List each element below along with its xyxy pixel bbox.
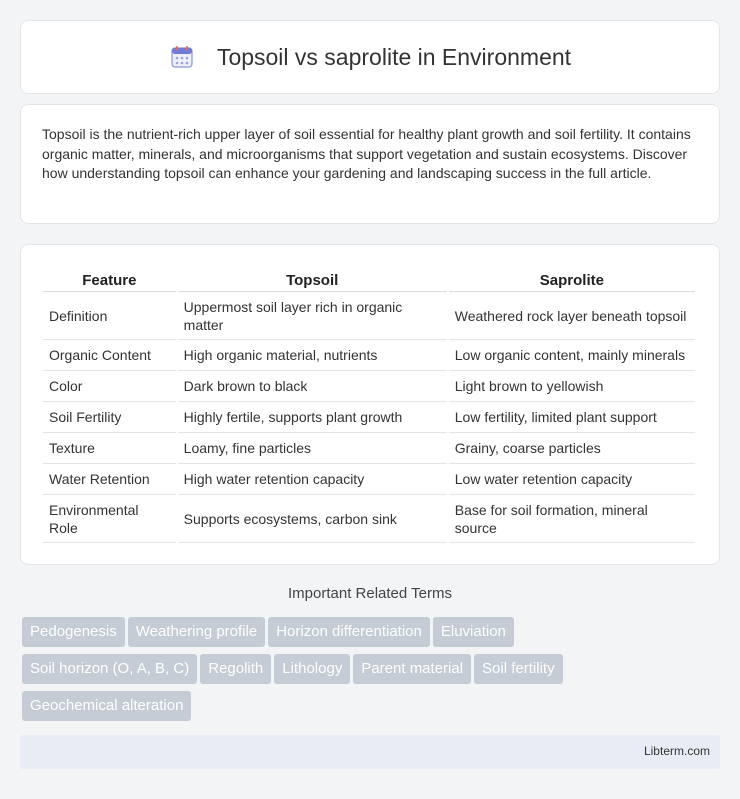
table-row — [43, 495, 695, 543]
intro-text: Topsoil is the nutrient-rich upper layer of soil essential for healthy plant growth and soil fertility. It contains organic matter, minerals, and microorganisms that support vegetation and sustain ecosystems. Discover how understanding topsoil can enhance your gardening and landscaping success in the full article. — [42, 126, 691, 181]
intro-card — [20, 104, 720, 224]
saprolite-cell: Low organic content, mainly minerals — [449, 340, 695, 371]
tag-horizon-differentiation[interactable]: Horizon differentiation — [268, 617, 430, 647]
topsoil-cell: High water retention capacity — [178, 464, 447, 495]
header-topsoil: Topsoil — [178, 265, 447, 292]
topsoil-cell: Highly fertile, supports plant growth — [178, 402, 447, 433]
saprolite-cell: Light brown to yellowish — [449, 371, 695, 402]
comparison-card — [20, 244, 720, 565]
tag-lithology[interactable]: Lithology — [274, 654, 350, 684]
footer-brand[interactable]: Libterm.com — [643, 744, 710, 758]
topsoil-cell: Dark brown to black — [178, 371, 447, 402]
tag-geochemical-alteration[interactable]: Geochemical alteration — [22, 691, 191, 721]
feature-cell: Soil Fertility — [43, 402, 176, 433]
saprolite-cell: Low water retention capacity — [449, 464, 695, 495]
feature-cell: Water Retention — [43, 464, 176, 495]
saprolite-cell: Weathered rock layer beneath topsoil — [449, 292, 695, 340]
footer — [20, 735, 720, 769]
table-row — [43, 433, 695, 464]
saprolite-cell: Grainy, coarse particles — [449, 433, 695, 464]
feature-cell: Organic Content — [43, 340, 176, 371]
header-saprolite: Saprolite — [449, 265, 695, 292]
comparison-table — [41, 265, 697, 543]
table-row — [43, 402, 695, 433]
saprolite-cell: Low fertility, limited plant support — [449, 402, 695, 433]
saprolite-cell: Base for soil formation, mineral source — [449, 495, 695, 543]
tag-pedogenesis[interactable]: Pedogenesis — [22, 617, 125, 647]
tag-eluviation[interactable]: Eluviation — [433, 617, 514, 647]
feature-cell: Color — [43, 371, 176, 402]
topsoil-cell: Uppermost soil layer rich in organic matter — [178, 292, 447, 340]
page-title: Topsoil vs saprolite in Environment — [216, 43, 572, 70]
tag-soil-horizon[interactable]: Soil horizon (O, A, B, C) — [22, 654, 197, 684]
feature-cell: Texture — [43, 433, 176, 464]
header-feature: Feature — [43, 265, 176, 292]
table-row — [43, 464, 695, 495]
table-row — [43, 340, 695, 371]
related-terms-heading: Important Related Terms — [288, 585, 452, 602]
tag-weathering-profile[interactable]: Weathering profile — [128, 617, 265, 647]
tag-soil-fertility[interactable]: Soil fertility — [474, 654, 563, 684]
tag-parent-material[interactable]: Parent material — [353, 654, 471, 684]
related-tags — [22, 617, 722, 728]
table-row — [43, 371, 695, 402]
topsoil-cell: High organic material, nutrients — [178, 340, 447, 371]
topsoil-cell: Supports ecosystems, carbon sink — [178, 495, 447, 543]
title-card — [20, 20, 720, 94]
table-row — [43, 292, 695, 340]
calendar-icon — [169, 44, 195, 70]
feature-cell: Environmental Role — [43, 495, 176, 543]
feature-cell: Definition — [43, 292, 176, 340]
topsoil-cell: Loamy, fine particles — [178, 433, 447, 464]
tag-regolith[interactable]: Regolith — [200, 654, 271, 684]
